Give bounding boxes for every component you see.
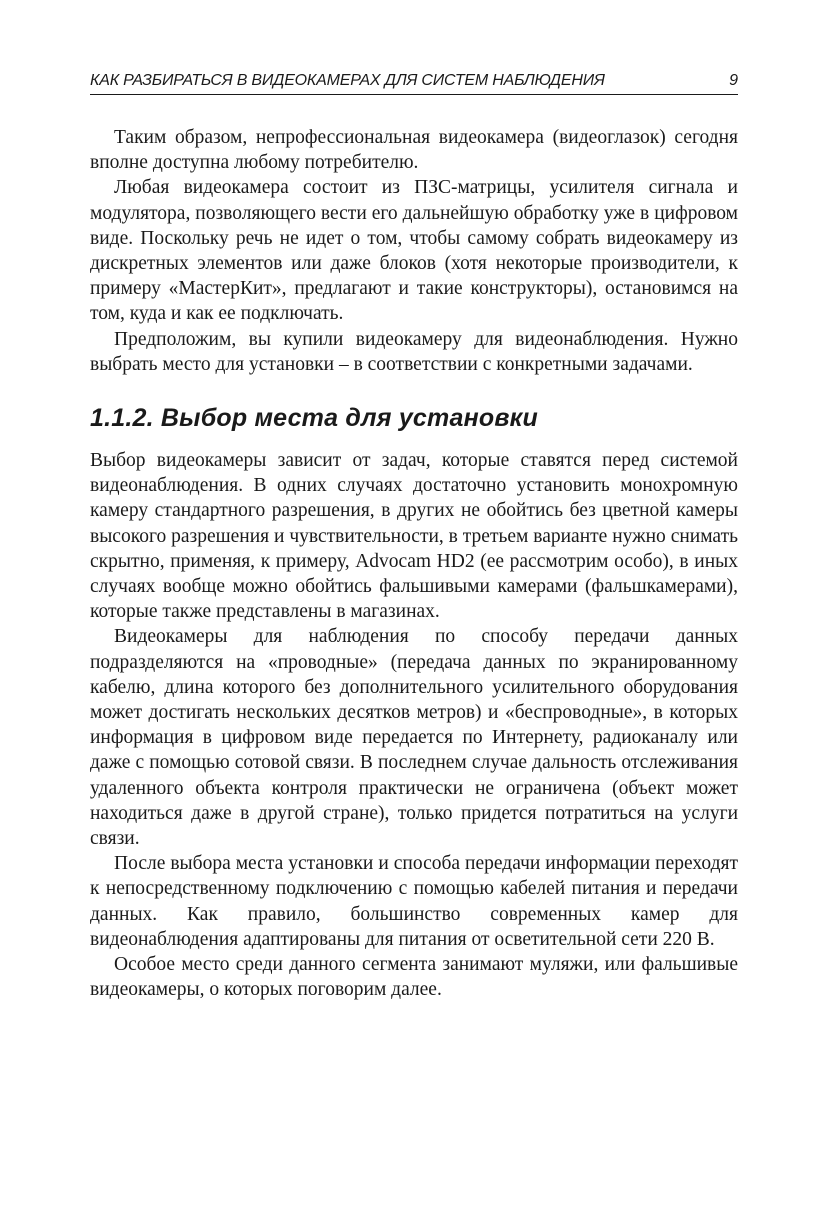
page-body	[90, 125, 738, 1003]
paragraph-3: Предположим, вы купили видеокамеру для видеонаблюдения. Нужно выбрать место для установки – в соответствии с конкретными задачами.	[90, 328, 738, 375]
paragraph-7: Особое место среди данного сегмента занимают муляжи, или фальшивые видеокамеры, о которых поговорим далее.	[90, 954, 738, 1001]
section-heading: 1.1.2. Выбор места для установки	[90, 404, 538, 433]
paragraph-5: Видеокамеры для наблюдения по способу передачи данных подразделяются на «проводные» (передача данных по экранированному кабелю, длина которого без дополнительного усилительного оборудования может достигать нескольких десятков метров) и «беспроводные», в которых информация в цифровом виде передается по Интернету, радиоканалу или даже с помощью сотовой связи. В последнем случае дальность отслеживания удаленного объекта контроля практически не ограничена (объект может находиться даже в другой стране), только придется потратиться на услуги связи.	[90, 626, 738, 850]
paragraph-1: Таким образом, непрофессиональная видеокамера (видеоглазок) сегодня вполне доступна любому потребителю.	[90, 127, 738, 174]
paragraph-6: После выбора места установки и способа передачи информации переходят к непосредственному подключению с помощью кабелей питания и передачи данных. Как правило, большинство современных камер для видеонаблюдения адаптированы для питания от осветительной сети 220 В.	[90, 853, 738, 950]
running-header	[90, 70, 738, 95]
page-number: 9	[729, 72, 738, 89]
paragraph-4: Выбор видеокамеры зависит от задач, которые ставятся перед системой видеонаблюдения. В одних случаях достаточно установить монохромную камеру стандартного разрешения, в других не обойтись без цветной камеры высокого разрешения и чувствительности, в третьем варианте нужно снимать скрытно, применяя, к примеру, Advocam HD2 (ее рассмотрим особо), в иных случаях вообще можно обойтись фальшивыми камерами (фальшкамерами), которые также представлены в магазинах.	[90, 450, 738, 623]
paragraph-2: Любая видеокамера состоит из ПЗС-матрицы, усилителя сигнала и модулятора, позволяющего вести его дальнейшую обработку уже в цифровом виде. Поскольку речь не идет о том, чтобы самому собрать видеокамеру из дискретных элементов или даже блоков (хотя некоторые производители, к примеру «МастерКит», предлагают и такие конструкторы), остановимся на том, куда и как ее подключать.	[90, 177, 738, 325]
running-title: КАК РАЗБИРАТЬСЯ В ВИДЕОКАМЕРАХ ДЛЯ СИСТЕМ НАБЛЮДЕНИЯ	[90, 72, 605, 89]
